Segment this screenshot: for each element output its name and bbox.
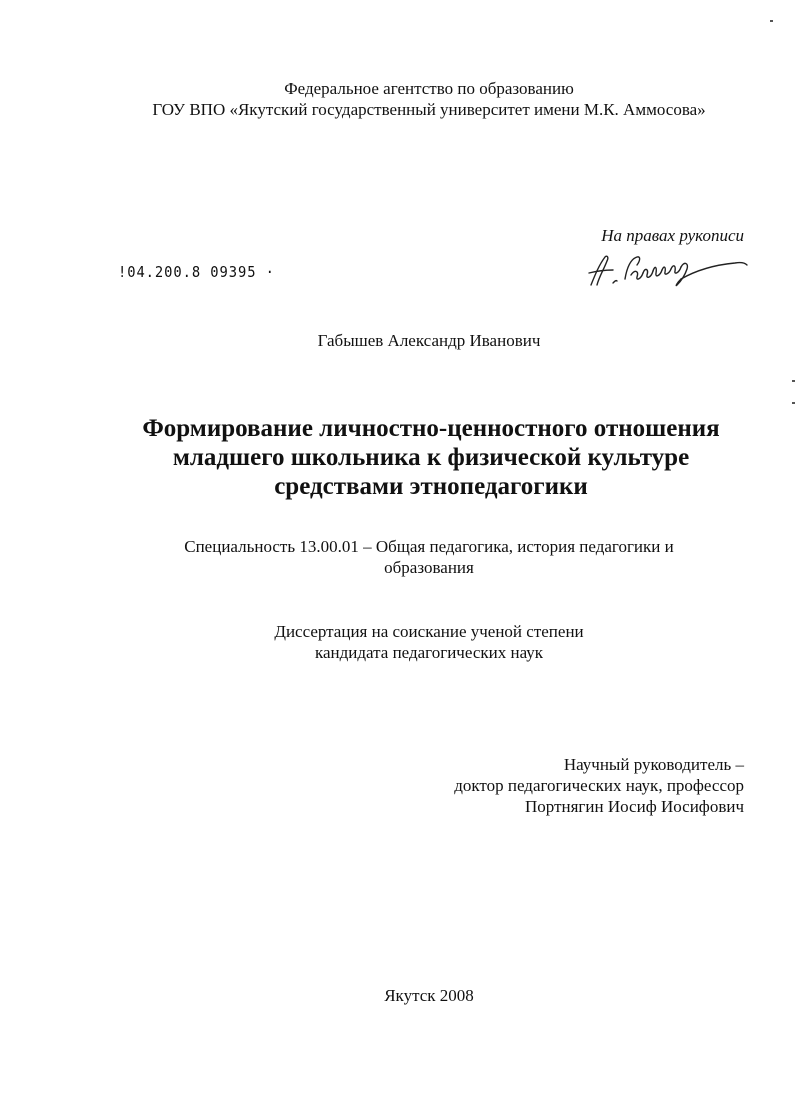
supervisor-name: Портнягин Иосиф Иосифович — [525, 797, 744, 816]
dissertation-title — [0, 414, 798, 501]
supervisor-role: Научный руководитель – — [563, 755, 744, 774]
manuscript-note: На правах рукописи — [601, 226, 744, 245]
city-year: Якутск 2008 — [384, 986, 474, 1005]
title-line-1: Формирование личностно-ценностного отношения — [142, 415, 720, 442]
degree-line-1: Диссертация на соискание ученой степени — [274, 622, 584, 641]
agency-name: Федеральное агентство по образованию — [284, 79, 574, 98]
signature-image — [585, 245, 750, 290]
title-line-2: младшего школьника к физической культуре — [172, 444, 690, 471]
title-line-3: средствами этнопедагогики — [274, 473, 588, 500]
scan-mark — [770, 20, 773, 22]
specialty-line-1: Специальность 13.00.01 – Общая педагогика, история педагогики и — [184, 537, 674, 556]
supervisor-degree: доктор педагогических наук, профессор — [454, 776, 744, 795]
scan-mark — [792, 380, 795, 382]
archive-stamp: !04.200.8 09395 · — [118, 263, 275, 281]
degree-line-2: кандидата педагогических наук — [314, 643, 544, 662]
supervisor-block — [454, 754, 744, 817]
university-name: ГОУ ВПО «Якутский государственный университет имени М.К. Аммосова» — [152, 100, 706, 119]
specialty-line-2: образования — [384, 558, 474, 577]
author-name: Габышев Александр Иванович — [317, 331, 541, 350]
scan-mark — [792, 402, 795, 404]
